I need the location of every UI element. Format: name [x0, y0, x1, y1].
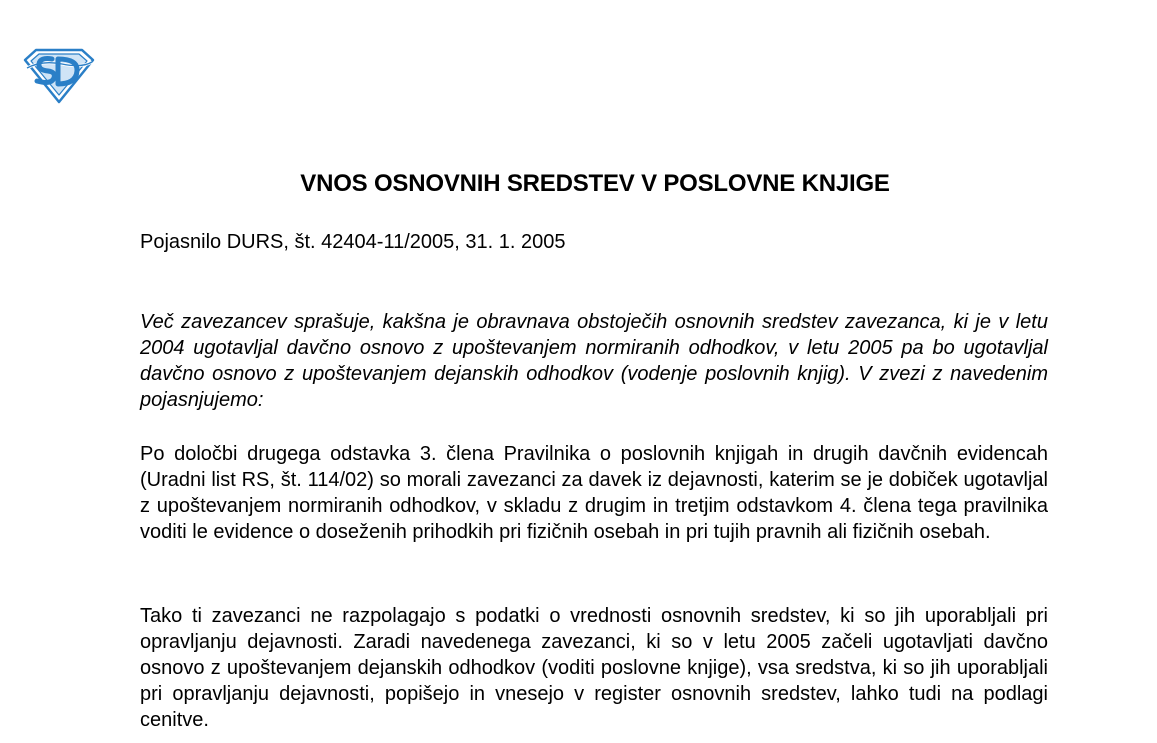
- intro-paragraph: Več zavezancev sprašuje, kakšna je obravnava obstoječih osnovnih sredstev zavezanca, ki je v letu 2004 ugotavljal davčno osnovo z upoštevanjem normiranih odhodkov, v letu 2005 pa bo ugotavljal davčno osnovo z upoštevanjem dejanskih odhodkov (vodenje poslovnih knjig). V zvezi z navedenim pojasnjujemo:: [140, 311, 1048, 411]
- body-paragraph-2: Tako ti zavezanci ne razpolagajo s podatki o vrednosti osnovnih sredstev, ki so jih uporabljali pri opravljanju dejavnosti. Zaradi navedenega zavezanci, ki so v letu 2005 začeli ugotavljati davčno osnovo z upoštevanjem dejanskih odhodkov (voditi poslovne knjige), vsa sredstva, ki so jih uporabljali pri opravljanju dejavnosti, popišejo in vnesejo v register osnovnih sredstev, lahko tudi na podlagi cenitve.: [140, 605, 1048, 731]
- body-paragraph-1: Po določbi drugega odstavka 3. člena Pravilnika o poslovnih knjigah in drugih davčnih evidencah (Uradni list RS, št. 114/02) so morali zavezanci za davek iz dejavnosti, katerim se je dobiček ugotavljal z upoštevanjem normiranih odhodkov, v skladu z drugim in tretjim odstavkom 4. člena tega pravilnika voditi le evidence o doseženih prihodkih pri fizičnih osebah in pri tujih pravnih ali fizičnih osebah.: [140, 443, 1048, 543]
- document-subtitle: Pojasnilo DURS, št. 42404-11/2005, 31. 1. 2005: [140, 231, 566, 253]
- document-title: VNOS OSNOVNIH SREDSTEV V POSLOVNE KNJIGE: [300, 170, 890, 197]
- sd-shield-logo-icon: [22, 48, 96, 104]
